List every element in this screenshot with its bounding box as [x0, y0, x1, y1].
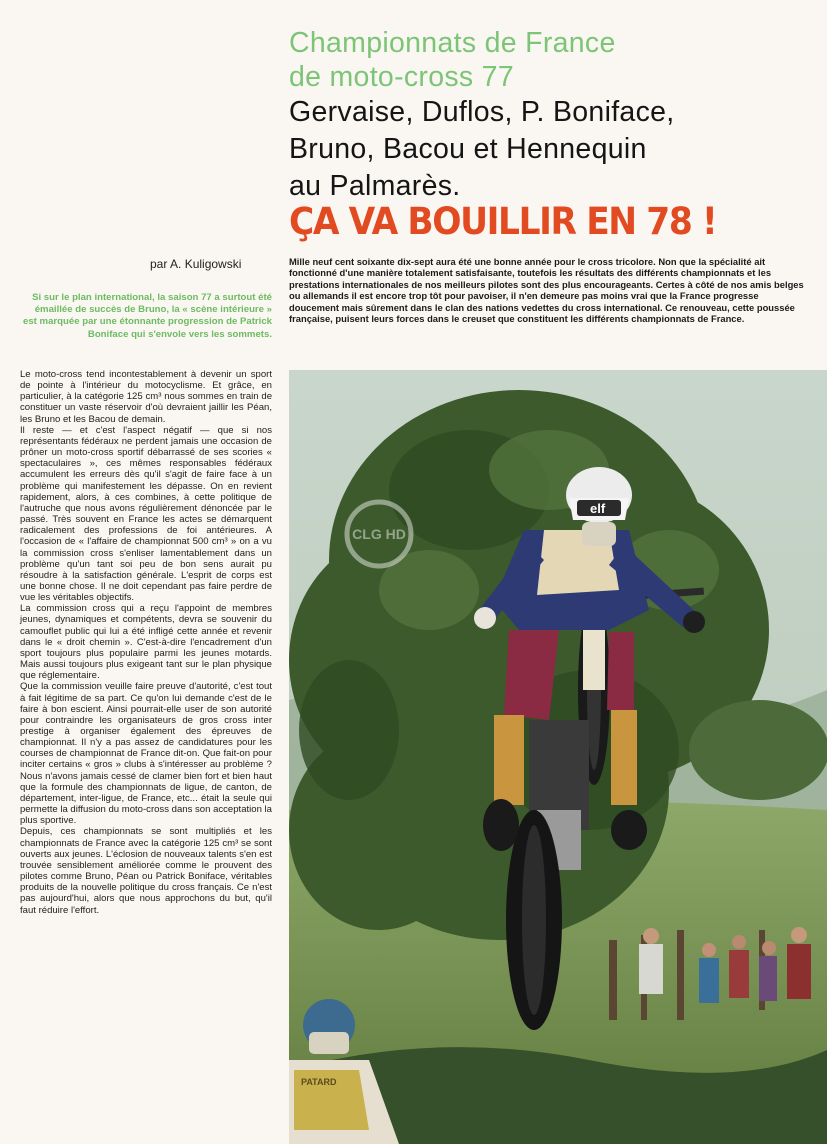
- title-line-3: Gervaise, Duflos, P. Boniface,: [289, 96, 675, 128]
- motocross-photo: [289, 370, 827, 1144]
- article-body: [20, 369, 272, 916]
- title-green: [289, 26, 809, 94]
- chapo: Si sur le plan international, la saison 77 a surtout été émaillée de succès de Bruno, la « scène intérieure » est marquée par une étonnante progression de Patrick Boniface qui s'envole vers les sommets.: [23, 292, 272, 340]
- body-paragraph: Depuis, ces championnats se sont multipliés et les championnats de France avec la catégorie 125 cm³ se sont ouverts aux jeunes. L'éclosion de nouveaux talents s'en est trouvée sensiblement améliorée comme le prouvent des pilotes comme Bruno, Péan ou Patrick Boniface, véritables produits de la nouvelle politique du cross français. Ce n'est pas aujourd'hui, alors que nous approchons du but, qu'il faut réduire l'effort.: [20, 826, 272, 916]
- jersey-label: PATARD: [301, 1077, 337, 1087]
- helmet-logo: elf: [590, 501, 606, 516]
- watermark-text: CLG HD: [352, 526, 406, 542]
- title-line-4: Bruno, Bacou et Hennequin: [289, 133, 647, 165]
- title-palmares: [289, 94, 819, 205]
- intro-paragraph: Mille neuf cent soixante dix-sept aura été une bonne année pour le cross tricolore. Non que la spécialité ait fonctionné d'une manière totalement satisfaisante, toutefois les résultats des différents championnats et les prestations internationales de nos meilleurs pilotes sont des plus encourageants. Certes à côté de nos amis belges ou allemands il est encore trop tôt pour pavoiser, il n'en demeure pas moins vrai que la France progresse doucement mais sûrement dans le clan des nations vedettes du cross international. Ce renouveau, cette poussée française, puisent leurs forces dans le creuset que constituent les différents championnats de France.: [289, 256, 804, 325]
- title-line-5: au Palmarès.: [289, 170, 461, 202]
- body-paragraph: La commission cross qui a reçu l'appoint de membres jeunes, dynamiques et compétents, devra se souvenir du camouflet public qui lui a été infligé cette année et revenir dans le « droit chemin ». C'est-à-dire l'encadrement d'un sport toujours plus populaire parmi les jeunes motards. Mais aussi toujours plus exigeant tant sur le plan physique que réglementaire.: [20, 603, 272, 682]
- watermark-logo: [339, 494, 419, 574]
- title-line-2: de moto-cross 77: [289, 61, 514, 93]
- body-paragraph: Que la commission veuille faire preuve d'autorité, c'est tout à fait légitime de sa part. Ce qu'on lui demande c'est de le faire à bon escient. Ainsi pourrait-elle user de son autorité pour contraindre les organisateurs de gros cross inter prestige à organiser également des épreuves de championnat. Il n'y a pas assez de candidatures pour les courses de championnat de France dit-on. Que fait-on pour inciter certains « gros » clubs à s'intéresser au problème ? Nous n'avons jamais cessé de clamer bien fort et bien haut que la formule des championnats de ligue, de canton, de département, inter-ligue, de France, etc... était la seule qui permette la diffusion du moto-cross dans son acceptation la plus sportive.: [20, 681, 272, 827]
- byline: par A. Kuligowski: [150, 257, 242, 271]
- body-paragraph: Le moto-cross tend incontestablement à devenir un sport de pointe à l'intérieur du motocyclisme. Et grâce, en particulier, à la catégorie 125 cm³ nous sommes en train de constituer un vaste réservoir d'où devraient jaillir les Péan, les Bruno et les Bacou de demain.: [20, 369, 272, 425]
- body-paragraph: Il reste — et c'est l'aspect négatif — que si nos représentants fédéraux ne perdent jamais une occasion de prôner un moto-cross sportif débarrassé de ses scories « spectaculaires », ces mêmes responsables fédéraux accumulent les erreurs dès qu'il s'agit de faire face à un problème qui manifestement les dépasse. On en revient rapidement, alors, à ces combines, à cette politique de l'autruche que nous avons régulièrement dénoncée par le passé. Très souvent en France les actes se démarquent radicalement des professions de foi antérieures. A l'occasion de « l'affaire de championnat 500 cm³ » on a vu la commission cross s'enliser lamentablement dans un problème qu'un tant soi peu de bon sens aurait pu résoudre à la satisfaction générale. L'esprit de corps est une bonne chose. Il ne doit cependant pas faire perdre de vue les véritables objectifs.: [20, 424, 272, 604]
- headline: ÇA VA BOUILLIR EN 78 !: [289, 200, 717, 243]
- title-line-1: Championnats de France: [289, 27, 616, 59]
